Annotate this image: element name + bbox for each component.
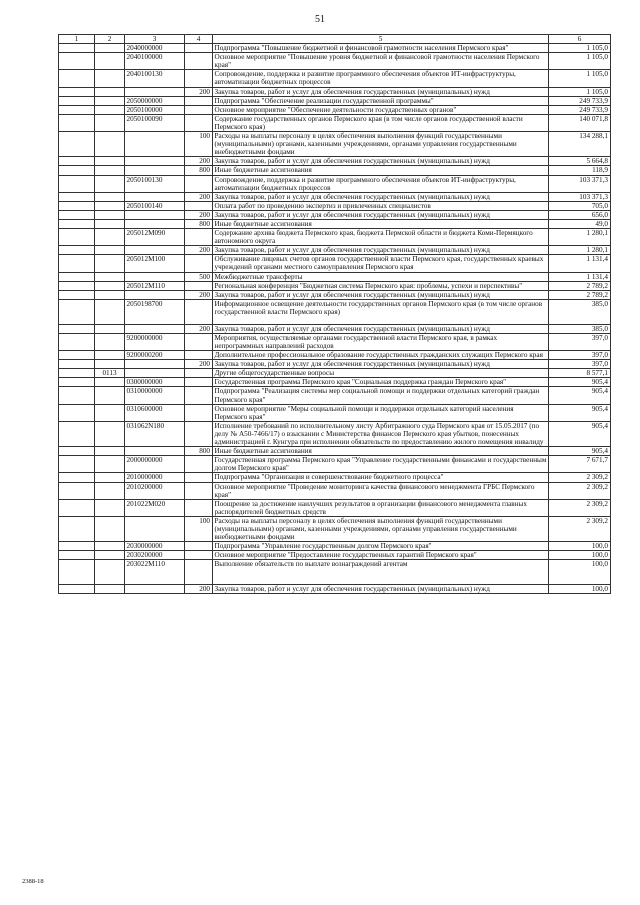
amount-cell: 100,0 — [549, 551, 611, 560]
section-cell — [59, 447, 95, 456]
amount-cell: 1 105,0 — [549, 44, 611, 53]
target-article-cell: 203022М110 — [125, 560, 185, 585]
table-row — [59, 499, 611, 516]
subsection-cell — [95, 482, 125, 499]
expense-type-cell: 200 — [185, 87, 213, 96]
subsection-cell — [95, 456, 125, 473]
description-cell: Закупка товаров, работ и услуг для обеспечения государственных (муниципальных) нужд — [213, 324, 549, 333]
expense-type-cell: 100 — [185, 516, 213, 541]
subsection-cell — [95, 87, 125, 96]
section-cell — [59, 421, 95, 446]
subsection-cell — [95, 272, 125, 281]
expense-type-cell — [185, 404, 213, 421]
description-cell: Подпрограмма "Обеспечение реализации государственной программы" — [213, 96, 549, 105]
table-row — [59, 551, 611, 560]
subsection-cell — [95, 105, 125, 114]
amount-cell: 2 789,2 — [549, 281, 611, 290]
amount-cell: 2 309,2 — [549, 473, 611, 482]
table-row — [59, 378, 611, 387]
table-row — [59, 192, 611, 201]
expense-type-cell — [185, 387, 213, 404]
subsection-cell — [95, 201, 125, 210]
description-cell: Закупка товаров, работ и услуг для обеспечения государственных (муниципальных) нужд — [213, 192, 549, 201]
description-cell: Подпрограмма "Организация и совершенствование бюджетного процесса" — [213, 473, 549, 482]
expense-type-cell — [185, 551, 213, 560]
subsection-cell — [95, 447, 125, 456]
section-cell — [59, 299, 95, 324]
table-row — [59, 255, 611, 272]
description-cell: Исполнение требований по исполнительному листу Арбитражного суда Пермского края от 15.05.2017 (по делу № А50-7466/17) о взыскании с Министерства финансов Пермского края убытков, понесенных администрацией г. Кунгура при исполнении обязательств по предоставлению жилого помещения инвалиду — [213, 421, 549, 446]
table-row — [59, 166, 611, 175]
section-cell — [59, 87, 95, 96]
subsection-cell — [95, 333, 125, 350]
expense-type-cell: 200 — [185, 324, 213, 333]
amount-cell: 2 309,2 — [549, 482, 611, 499]
section-cell — [59, 560, 95, 585]
target-article-cell: 205012М110 — [125, 281, 185, 290]
amount-cell: 100,0 — [549, 585, 611, 594]
description-cell: Закупка товаров, работ и услуг для обеспечения государственных (муниципальных) нужд — [213, 585, 549, 594]
expense-type-cell — [185, 456, 213, 473]
table-row — [59, 324, 611, 333]
table-row — [59, 516, 611, 541]
description-cell: Выполнение обязательств по выплате вознаграждений агентам — [213, 560, 549, 585]
target-article-cell — [125, 369, 185, 378]
subsection-cell — [95, 499, 125, 516]
target-article-cell: 2030000000 — [125, 542, 185, 551]
target-article-cell: 0310600000 — [125, 404, 185, 421]
table-row — [59, 542, 611, 551]
amount-cell: 49,0 — [549, 219, 611, 228]
section-cell — [59, 456, 95, 473]
table-row — [59, 281, 611, 290]
table-row — [59, 369, 611, 378]
target-article-cell — [125, 166, 185, 175]
subsection-cell — [95, 166, 125, 175]
amount-cell: 397,0 — [549, 351, 611, 360]
description-cell: Подпрограмма "Повышение бюджетной и финансовой грамотности населения Пермского края" — [213, 44, 549, 53]
table-row — [59, 157, 611, 166]
section-cell — [59, 499, 95, 516]
subsection-cell — [95, 378, 125, 387]
subsection-cell — [95, 473, 125, 482]
table-row — [59, 87, 611, 96]
amount-cell: 2 309,2 — [549, 499, 611, 516]
description-cell: Подпрограмма "Управление государственным долгом Пермского края" — [213, 542, 549, 551]
page-number: 51 — [315, 14, 325, 25]
section-cell — [59, 404, 95, 421]
subsection-cell — [95, 210, 125, 219]
amount-cell: 397,0 — [549, 333, 611, 350]
target-article-cell: 9200000200 — [125, 351, 185, 360]
description-cell: Государственная программа Пермского края "Социальная поддержка граждан Пермского края" — [213, 378, 549, 387]
amount-cell: 1 131,4 — [549, 272, 611, 281]
subsection-cell — [95, 387, 125, 404]
description-cell: Содержание государственных органов Пермского края (в том числе органов государственной власти Пермского края) — [213, 114, 549, 131]
subsection-cell — [95, 290, 125, 299]
table-row — [59, 210, 611, 219]
expense-type-cell: 200 — [185, 360, 213, 369]
description-cell: Сопровождение, поддержка и развитие программного обеспечения объектов ИТ-инфраструктуры, автоматизации бюджетных процессов — [213, 175, 549, 192]
description-cell: Расходы на выплаты персоналу в целях обеспечения выполнения функций государственными (муниципальными) органами, казенными учреждениями, органами управления государственными внебюджетными фондами — [213, 516, 549, 541]
section-cell — [59, 96, 95, 105]
column-header: 6 — [549, 35, 611, 44]
description-cell: Закупка товаров, работ и услуг для обеспечения государственных (муниципальных) нужд — [213, 290, 549, 299]
target-article-cell — [125, 192, 185, 201]
section-cell — [59, 70, 95, 87]
expense-type-cell — [185, 299, 213, 324]
description-cell: Основное мероприятие "Предоставление государственных гарантий Пермского края" — [213, 551, 549, 560]
expense-type-cell — [185, 175, 213, 192]
expense-type-cell — [185, 369, 213, 378]
section-cell — [59, 542, 95, 551]
description-cell: Закупка товаров, работ и услуг для обеспечения государственных (муниципальных) нужд — [213, 210, 549, 219]
table-row — [59, 560, 611, 585]
amount-cell: 1 131,4 — [549, 255, 611, 272]
description-cell: Информационное освещение деятельности государственных органов Пермского края (в том числе органов государственной власти Пермского края) — [213, 299, 549, 324]
column-header: 2 — [95, 35, 125, 44]
target-article-cell: 2010200000 — [125, 482, 185, 499]
target-article-cell — [125, 210, 185, 219]
section-cell — [59, 246, 95, 255]
expense-type-cell — [185, 281, 213, 290]
target-article-cell: 2050100090 — [125, 114, 185, 131]
description-cell: Иные бюджетные ассигнования — [213, 166, 549, 175]
description-cell: Иные бюджетные ассигнования — [213, 447, 549, 456]
description-cell: Основное мероприятие "Проведение мониторинга качества финансового менеджмента ГРБС Пермского края" — [213, 482, 549, 499]
target-article-cell — [125, 516, 185, 541]
table-row — [59, 456, 611, 473]
target-article-cell: 2050100000 — [125, 105, 185, 114]
description-cell: Расходы на выплаты персоналу в целях обеспечения выполнения функций государственными (муниципальными) органами, казенными учреждениями, органами управления государственными внебюджетными фондами — [213, 132, 549, 157]
section-cell — [59, 516, 95, 541]
expense-type-cell — [185, 201, 213, 210]
subsection-cell — [95, 44, 125, 53]
budget-table-body — [59, 35, 611, 594]
target-article-cell: 2000000000 — [125, 456, 185, 473]
description-cell: Закупка товаров, работ и услуг для обеспечения государственных (муниципальных) нужд — [213, 360, 549, 369]
amount-cell: 905,4 — [549, 447, 611, 456]
budget-table-sheet — [58, 34, 610, 594]
table-row — [59, 175, 611, 192]
target-article-cell: 0300000000 — [125, 378, 185, 387]
expense-type-cell — [185, 53, 213, 70]
expense-type-cell — [185, 70, 213, 87]
description-cell: Мероприятия, осуществляемые органами государственной власти Пермского края, в рамках непрограммных направлений расходов — [213, 333, 549, 350]
section-cell — [59, 585, 95, 594]
expense-type-cell: 100 — [185, 132, 213, 157]
table-row — [59, 96, 611, 105]
section-cell — [59, 387, 95, 404]
table-row — [59, 404, 611, 421]
subsection-cell — [95, 175, 125, 192]
section-cell — [59, 360, 95, 369]
description-cell: Закупка товаров, работ и услуг для обеспечения государственных (муниципальных) нужд — [213, 87, 549, 96]
target-article-cell — [125, 290, 185, 299]
target-article-cell: 2040100000 — [125, 53, 185, 70]
table-row — [59, 44, 611, 53]
amount-cell: 140 071,8 — [549, 114, 611, 131]
target-article-cell — [125, 324, 185, 333]
expense-type-cell: 800 — [185, 447, 213, 456]
subsection-cell — [95, 324, 125, 333]
subsection-cell — [95, 70, 125, 87]
amount-cell: 1 105,0 — [549, 87, 611, 96]
description-cell: Дополнительное профессиональное образование государственных гражданских служащих Пермского края — [213, 351, 549, 360]
description-cell: Поощрение за достижение наилучших результатов в организации финансового менеджмента главных распорядителей бюджетных средств — [213, 499, 549, 516]
description-cell: Другие общегосударственные вопросы — [213, 369, 549, 378]
section-cell — [59, 473, 95, 482]
expense-type-cell: 200 — [185, 290, 213, 299]
subsection-cell — [95, 351, 125, 360]
table-row — [59, 229, 611, 246]
table-row — [59, 473, 611, 482]
table-row — [59, 482, 611, 499]
amount-cell: 705,0 — [549, 201, 611, 210]
table-row — [59, 105, 611, 114]
amount-cell: 905,4 — [549, 378, 611, 387]
column-header: 1 — [59, 35, 95, 44]
subsection-cell — [95, 516, 125, 541]
section-cell — [59, 210, 95, 219]
target-article-cell: 0310000000 — [125, 387, 185, 404]
description-cell: Основное мероприятие "Обеспечение деятельности государственных органов" — [213, 105, 549, 114]
target-article-cell: 9200000000 — [125, 333, 185, 350]
section-cell — [59, 44, 95, 53]
amount-cell: 100,0 — [549, 560, 611, 585]
subsection-cell — [95, 551, 125, 560]
subsection-cell — [95, 560, 125, 585]
description-cell: Иные бюджетные ассигнования — [213, 219, 549, 228]
target-article-cell: 2050100130 — [125, 175, 185, 192]
amount-cell: 5 664,8 — [549, 157, 611, 166]
subsection-cell — [95, 281, 125, 290]
amount-cell: 385,0 — [549, 299, 611, 324]
expense-type-cell — [185, 105, 213, 114]
expense-type-cell — [185, 351, 213, 360]
description-cell: Оплата работ по проведению экспертиз и привлеченных специалистов — [213, 201, 549, 210]
section-cell — [59, 114, 95, 131]
table-row — [59, 333, 611, 350]
description-cell: Подпрограмма "Реализация системы мер социальной помощи и поддержки отдельных категорий граждан Пермского края" — [213, 387, 549, 404]
section-cell — [59, 378, 95, 387]
section-cell — [59, 272, 95, 281]
target-article-cell — [125, 272, 185, 281]
target-article-cell: 2040100130 — [125, 70, 185, 87]
expense-type-cell — [185, 333, 213, 350]
expense-type-cell: 800 — [185, 219, 213, 228]
expense-type-cell — [185, 96, 213, 105]
subsection-cell — [95, 219, 125, 228]
amount-cell: 1 280,1 — [549, 246, 611, 255]
target-article-cell: 2050198700 — [125, 299, 185, 324]
amount-cell: 103 371,3 — [549, 175, 611, 192]
subsection-cell — [95, 157, 125, 166]
amount-cell: 656,0 — [549, 210, 611, 219]
table-row — [59, 201, 611, 210]
expense-type-cell: 200 — [185, 157, 213, 166]
table-row — [59, 351, 611, 360]
expense-type-cell: 200 — [185, 192, 213, 201]
description-cell: Государственная программа Пермского края "Управление государственными финансами и государственным долгом Пермского края" — [213, 456, 549, 473]
subsection-cell — [95, 255, 125, 272]
subsection-cell — [95, 53, 125, 70]
section-cell — [59, 219, 95, 228]
amount-cell: 1 280,1 — [549, 229, 611, 246]
amount-cell: 2 789,2 — [549, 290, 611, 299]
section-cell — [59, 351, 95, 360]
column-header: 3 — [125, 35, 185, 44]
amount-cell: 905,4 — [549, 421, 611, 446]
target-article-cell: 2050000000 — [125, 96, 185, 105]
section-cell — [59, 551, 95, 560]
description-cell: Сопровождение, поддержка и развитие программного обеспечения объектов ИТ-инфраструктуры, автоматизации бюджетных процессов — [213, 70, 549, 87]
amount-cell: 1 105,0 — [549, 53, 611, 70]
subsection-cell — [95, 421, 125, 446]
table-row — [59, 447, 611, 456]
section-cell — [59, 482, 95, 499]
expense-type-cell: 800 — [185, 166, 213, 175]
target-article-cell — [125, 157, 185, 166]
expense-type-cell: 500 — [185, 272, 213, 281]
subsection-cell — [95, 404, 125, 421]
subsection-cell — [95, 192, 125, 201]
section-cell — [59, 369, 95, 378]
amount-cell: 905,4 — [549, 387, 611, 404]
target-article-cell — [125, 447, 185, 456]
table-row — [59, 585, 611, 594]
table-row — [59, 421, 611, 446]
subsection-cell — [95, 360, 125, 369]
description-cell: Закупка товаров, работ и услуг для обеспечения государственных (муниципальных) нужд — [213, 157, 549, 166]
table-row — [59, 387, 611, 404]
section-cell — [59, 166, 95, 175]
expense-type-cell: 200 — [185, 210, 213, 219]
target-article-cell: 201022М020 — [125, 499, 185, 516]
column-header: 5 — [213, 35, 549, 44]
amount-cell: 100,0 — [549, 542, 611, 551]
target-article-cell — [125, 219, 185, 228]
target-article-cell: 2030200000 — [125, 551, 185, 560]
table-row — [59, 132, 611, 157]
expense-type-cell — [185, 542, 213, 551]
table-row — [59, 360, 611, 369]
target-article-cell: 205012М100 — [125, 255, 185, 272]
target-article-cell: 205012М090 — [125, 229, 185, 246]
description-cell: Основное мероприятие "Меры социальной помощи и поддержки отдельных категорий населения Пермского края" — [213, 404, 549, 421]
expense-type-cell — [185, 44, 213, 53]
section-cell — [59, 229, 95, 246]
expense-type-cell: 200 — [185, 246, 213, 255]
target-article-cell: 2010000000 — [125, 473, 185, 482]
expense-type-cell — [185, 473, 213, 482]
subsection-cell: 0113 — [95, 369, 125, 378]
section-cell — [59, 132, 95, 157]
subsection-cell — [95, 299, 125, 324]
description-cell: Содержание архива бюджета Пермского края, бюджета Пермской области и бюджета Коми-Пермяцкого автономного округа — [213, 229, 549, 246]
section-cell — [59, 290, 95, 299]
section-cell — [59, 105, 95, 114]
amount-cell: 103 371,3 — [549, 192, 611, 201]
description-cell: Основное мероприятие "Повышение уровня бюджетной и финансовой грамотности населения Пермского края" — [213, 53, 549, 70]
target-article-cell: 2040000000 — [125, 44, 185, 53]
section-cell — [59, 53, 95, 70]
amount-cell: 397,0 — [549, 360, 611, 369]
table-row — [59, 290, 611, 299]
target-article-cell: 031062N180 — [125, 421, 185, 446]
expense-type-cell — [185, 378, 213, 387]
target-article-cell — [125, 246, 185, 255]
expense-type-cell — [185, 229, 213, 246]
target-article-cell — [125, 360, 185, 369]
target-article-cell: 2050100140 — [125, 201, 185, 210]
subsection-cell — [95, 585, 125, 594]
amount-cell: 249 733,9 — [549, 96, 611, 105]
subsection-cell — [95, 542, 125, 551]
table-row — [59, 246, 611, 255]
description-cell: Межбюджетные трансферты — [213, 272, 549, 281]
description-cell: Региональная конференция "Бюджетная система Пермского края: проблемы, успехи и перспективы" — [213, 281, 549, 290]
table-row — [59, 70, 611, 87]
section-cell — [59, 255, 95, 272]
section-cell — [59, 333, 95, 350]
expense-type-cell — [185, 482, 213, 499]
table-row — [59, 219, 611, 228]
expense-type-cell — [185, 255, 213, 272]
expense-type-cell — [185, 114, 213, 131]
budget-table — [58, 34, 611, 594]
table-row — [59, 272, 611, 281]
target-article-cell — [125, 132, 185, 157]
table-row — [59, 114, 611, 131]
amount-cell: 118,9 — [549, 166, 611, 175]
amount-cell: 134 288,1 — [549, 132, 611, 157]
subsection-cell — [95, 246, 125, 255]
section-cell — [59, 157, 95, 166]
description-cell: Закупка товаров, работ и услуг для обеспечения государственных (муниципальных) нужд — [213, 246, 549, 255]
amount-cell: 249 733,9 — [549, 105, 611, 114]
subsection-cell — [95, 114, 125, 131]
amount-cell: 8 577,1 — [549, 369, 611, 378]
expense-type-cell — [185, 499, 213, 516]
target-article-cell — [125, 585, 185, 594]
document-code: 2388-18 — [22, 878, 44, 885]
target-article-cell — [125, 87, 185, 96]
subsection-cell — [95, 229, 125, 246]
section-cell — [59, 192, 95, 201]
section-cell — [59, 175, 95, 192]
table-row — [59, 299, 611, 324]
expense-type-cell — [185, 560, 213, 585]
amount-cell: 1 105,0 — [549, 70, 611, 87]
expense-type-cell: 200 — [185, 585, 213, 594]
description-cell: Обслуживание лицевых счетов органов государственной власти Пермского края, государственных краевых учреждений органами местного самоуправления Пермского края — [213, 255, 549, 272]
column-header: 4 — [185, 35, 213, 44]
section-cell — [59, 281, 95, 290]
subsection-cell — [95, 132, 125, 157]
subsection-cell — [95, 96, 125, 105]
section-cell — [59, 324, 95, 333]
amount-cell: 2 309,2 — [549, 516, 611, 541]
expense-type-cell — [185, 421, 213, 446]
table-row — [59, 53, 611, 70]
amount-cell: 385,0 — [549, 324, 611, 333]
table-header-row — [59, 35, 611, 44]
amount-cell: 905,4 — [549, 404, 611, 421]
section-cell — [59, 201, 95, 210]
amount-cell: 7 671,7 — [549, 456, 611, 473]
